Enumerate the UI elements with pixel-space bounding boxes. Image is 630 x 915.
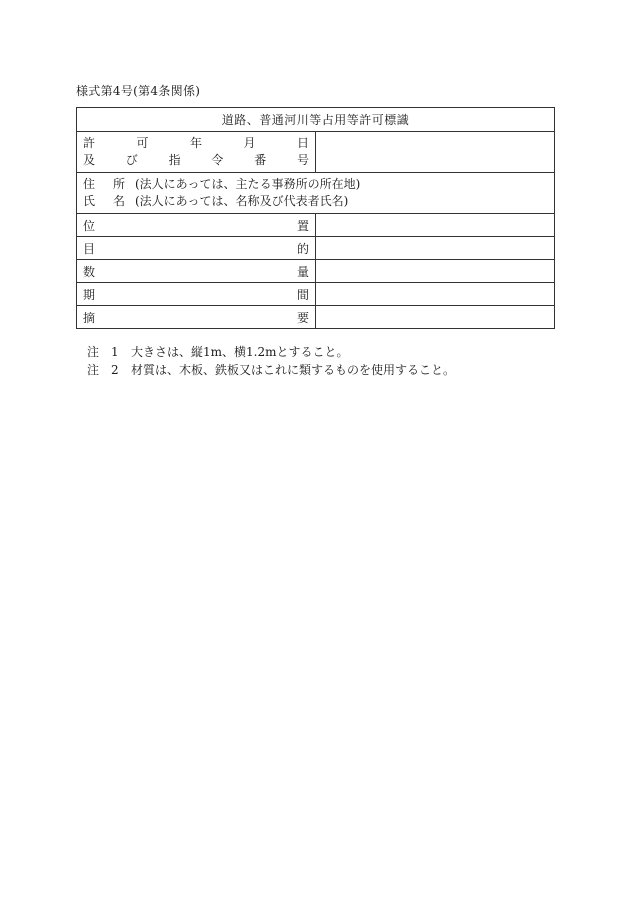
address-name-row (77, 173, 555, 214)
period-value-cell (316, 283, 555, 306)
purpose-value-cell (316, 237, 555, 260)
form-number: 様式第4号(第4条関係) (76, 84, 201, 98)
location-row (77, 214, 555, 237)
address-note: (法人にあっては、主たる事務所の所在地) (135, 177, 361, 191)
quantity-row (77, 260, 555, 283)
address-name-cell (77, 173, 555, 214)
purpose-row (77, 237, 555, 260)
period-label: 期 間 (77, 283, 316, 306)
permit-date-label (77, 132, 316, 173)
name-note: (法人にあっては、名称及び代表者氏名) (135, 194, 349, 208)
address-line (83, 176, 548, 193)
period-row (77, 283, 555, 306)
remarks-label: 摘 要 (77, 306, 316, 329)
quantity-value-cell (316, 260, 555, 283)
table-title-row (77, 108, 555, 132)
note-item: 注 2 材質は、木板、鉄板又はこれに類するものを使用すること。 (87, 363, 456, 377)
permit-row (77, 132, 555, 173)
remarks-row (77, 306, 555, 329)
remarks-value-cell (316, 306, 555, 329)
note-item: 注 1 大きさは、縦1m、横1.2mとすること。 (87, 345, 349, 359)
permit-label-line2: 及 び 指 令 番 号 (83, 153, 309, 167)
sign-title: 道路、普通河川等占用等許可標識 (77, 108, 555, 132)
permit-date-value-cell (316, 132, 555, 173)
address-label: 住 所 (83, 177, 125, 191)
sign-template-table (76, 107, 555, 329)
purpose-label: 目 的 (77, 237, 316, 260)
permit-label-line1: 許 可 年 月 日 (83, 136, 309, 150)
notes (87, 343, 455, 379)
quantity-label: 数 量 (77, 260, 316, 283)
name-label: 氏 名 (83, 194, 125, 208)
location-value-cell (316, 214, 555, 237)
name-line (83, 193, 548, 210)
location-label: 位 置 (77, 214, 316, 237)
